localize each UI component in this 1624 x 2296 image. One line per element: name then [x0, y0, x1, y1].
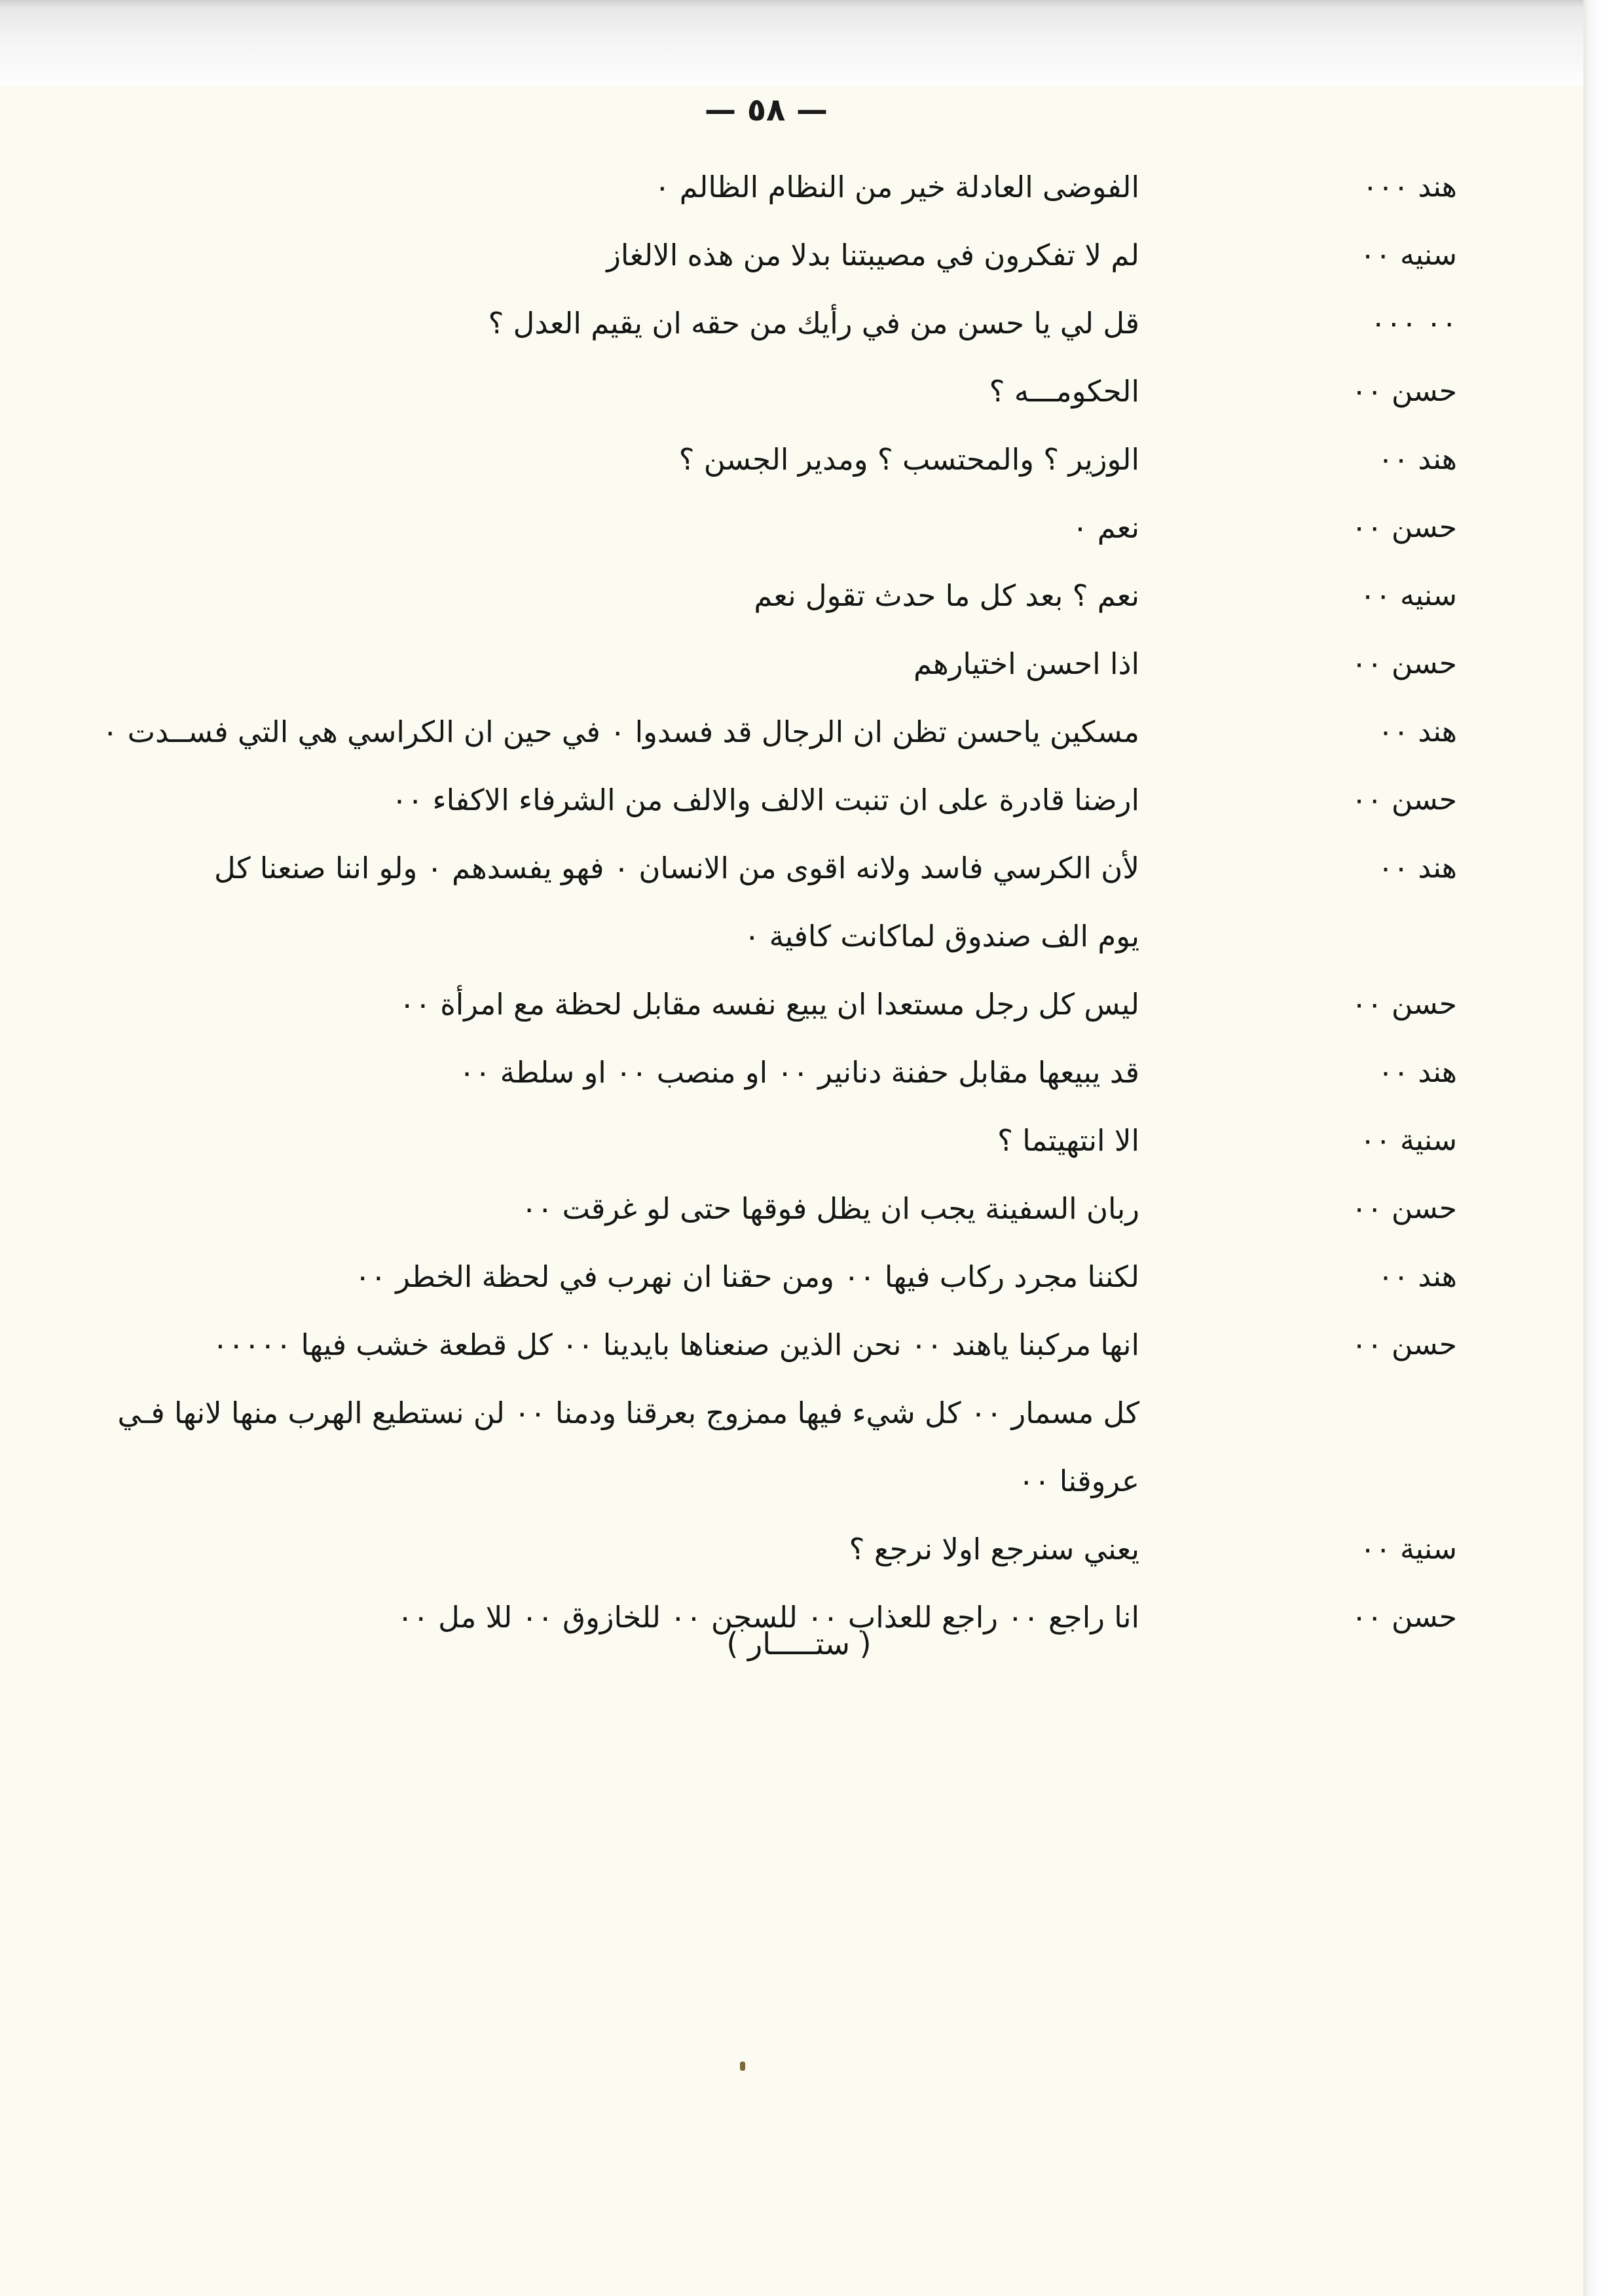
dialogue-text: الوزير ؟ والمحتسب ؟ ومدير الجسن ؟ [678, 442, 1139, 477]
dialogue-line [0, 699, 1585, 765]
dialogue-text: يوم الف صندوق لماكانت كافية ٠ [744, 919, 1139, 954]
dialogue-text: اذا احسن اختيارهم [913, 646, 1139, 681]
speaker-name: حسن ٠٠ [1351, 375, 1457, 408]
speaker-name: حسن ٠٠ [1351, 1328, 1457, 1361]
dialogue-line [0, 1108, 1585, 1174]
speaker-name: ٠٠ ٠٠٠ [1370, 306, 1457, 340]
speaker-name: هند ٠٠ [1378, 443, 1457, 476]
dialogue-line [0, 155, 1585, 220]
dialogue-line [0, 359, 1585, 424]
speaker-name: سنية ٠٠ [1359, 1532, 1457, 1566]
dialogue-line [0, 1244, 1585, 1310]
dialogue-line [0, 1380, 1585, 1446]
page-number: — ٥٨ — [704, 92, 828, 128]
dialogue-text: يعني سنرجع اولا نرجع ؟ [849, 1532, 1139, 1566]
dialogue-text: قل لي يا حسن من في رأيك من حقه ان يقيم العدل ؟ [488, 306, 1139, 341]
speaker-name: هند ٠٠ [1378, 1260, 1457, 1293]
dialogue-line [0, 495, 1585, 561]
dialogue-text: لم لا تفكرون في مصيبتنا بدلا من هذه الالغاز [606, 238, 1139, 272]
page-right-edge [1583, 0, 1624, 2296]
speaker-name: حسن ٠٠ [1351, 988, 1457, 1021]
dialogue-line [0, 1517, 1585, 1582]
dialogue-text: الفوضى العادلة خير من النظام الظالم ٠ [654, 170, 1139, 204]
speaker-name: سنيه ٠٠ [1359, 579, 1457, 612]
speaker-name: حسن ٠٠ [1351, 647, 1457, 680]
speaker-name: حسن ٠٠ [1351, 511, 1457, 544]
dialogue-text: نعم ٠ [1072, 510, 1139, 545]
speaker-name: سنيه ٠٠ [1359, 238, 1457, 272]
dialogue-line [0, 972, 1585, 1037]
speaker-name: هند ٠٠ [1378, 715, 1457, 749]
dialogue-line [0, 1176, 1585, 1242]
speaker-name: هند ٠٠ [1378, 851, 1457, 885]
dialogue-line [0, 223, 1585, 288]
dialogue-line [0, 1040, 1585, 1105]
speaker-name: هند ٠٠ [1378, 1056, 1457, 1089]
dialogue-text: نعم ؟ بعد كل ما حدث تقول نعم [754, 578, 1139, 613]
dialogue-line [0, 1312, 1585, 1378]
dialogue-text: لأن الكرسي فاسد ولانه اقوى من الانسان ٠ فهو يفسدهم ٠ ولو اننا صنعنا كل [214, 851, 1139, 885]
speaker-name: هند ٠٠٠ [1362, 170, 1457, 204]
ink-speck [740, 2062, 745, 2071]
speaker-name: حسن ٠٠ [1351, 783, 1457, 817]
scanner-top-edge [0, 0, 1624, 92]
dialogue-text: قد يبيعها مقابل حفنة دنانير ٠٠ او منصب ٠٠ او سلطة ٠٠ [458, 1055, 1139, 1090]
dialogue-line [0, 1449, 1585, 1514]
speaker-name: حسن ٠٠ [1351, 1192, 1457, 1225]
dialogue-text: الا انتهيتما ؟ [997, 1123, 1139, 1158]
dialogue-text: مسكين ياحسن تظن ان الرجال قد فسدوا ٠ في حين ان الكراسي هي التي فســدت ٠ [102, 714, 1139, 749]
dialogue-line [0, 427, 1585, 492]
curtain-note: ( ستـــــار ) [726, 1626, 872, 1661]
dialogue-line [0, 291, 1585, 356]
dialogue-line [0, 904, 1585, 969]
speaker-name: حسن ٠٠ [1351, 1601, 1457, 1634]
dialogue-text: ارضنا قادرة على ان تنبت الالف والالف من الشرفاء الاكفاء ٠٠ [391, 783, 1139, 817]
speaker-name: سنية ٠٠ [1359, 1124, 1457, 1157]
dialogue-line [0, 768, 1585, 833]
dialogue-text: الحكومـــه ؟ [989, 374, 1139, 409]
dialogue-text: لكننا مجرد ركاب فيها ٠٠ ومن حقنا ان نهرب في لحظة الخطر ٠٠ [354, 1259, 1139, 1294]
dialogue-text: كل مسمار ٠٠ كل شيء فيها ممزوج بعرقنا ودمنا ٠٠ لن نستطيع الهرب منها لانها فـي [117, 1396, 1139, 1430]
dialogue-text: عروقنا ٠٠ [1018, 1464, 1139, 1498]
dialogue-line [0, 836, 1585, 901]
dialogue-line [0, 631, 1585, 697]
dialogue-line [0, 563, 1585, 629]
dialogue-text: ربان السفينة يجب ان يظل فوقها حتى لو غرقت ٠٠ [521, 1191, 1139, 1226]
dialogue-text: انا راجع ٠٠ راجع للعذاب ٠٠ للسجن ٠٠ للخازوق ٠٠ للا مل ٠٠ [397, 1600, 1139, 1635]
dialogue-text: ليس كل رجل مستعدا ان يبيع نفسه مقابل لحظة مع امرأة ٠٠ [399, 987, 1139, 1022]
dialogue-text: انها مركبنا ياهند ٠٠ نحن الذين صنعناها بايدينا ٠٠ كل قطعة خشب فيها ٠٠٠٠٠ [212, 1327, 1139, 1362]
